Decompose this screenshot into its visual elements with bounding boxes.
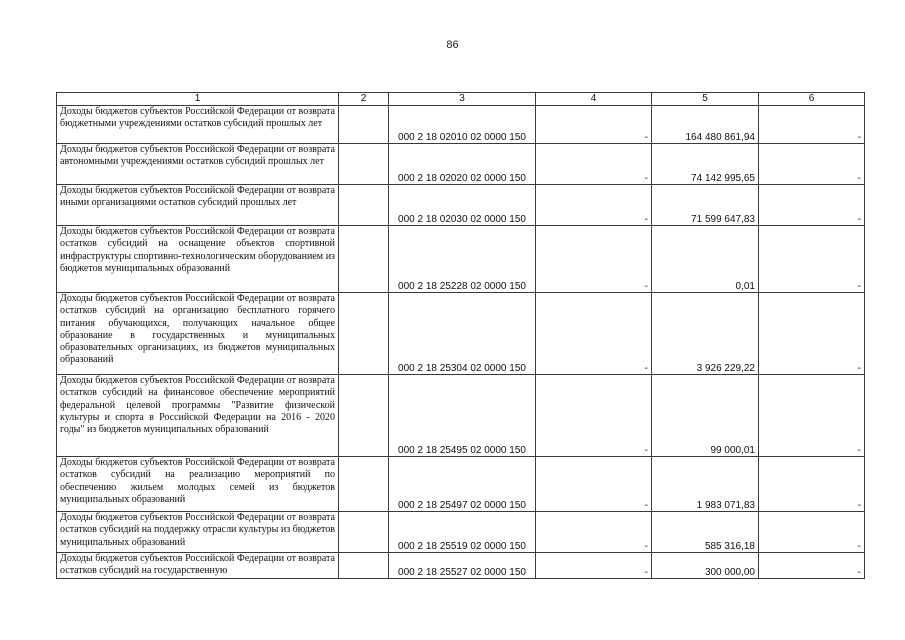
row-description: Доходы бюджетов субъектов Российской Федерации от возврата иными организациями остатков субсидий прошлых лет (57, 185, 339, 226)
table-row (57, 553, 865, 579)
row-amount: 71 599 647,83 (652, 185, 759, 226)
row-code: 000 2 18 25497 02 0000 150 (389, 457, 536, 512)
row-code: 000 2 18 25519 02 0000 150 (389, 512, 536, 553)
row-code: 000 2 18 02010 02 0000 150 (389, 106, 536, 144)
row-col4: - (536, 457, 652, 512)
row-col4: - (536, 512, 652, 553)
row-col6: - (759, 106, 865, 144)
row-description: Доходы бюджетов субъектов Российской Федерации от возврата бюджетными учреждениями остатков субсидий прошлых лет (57, 106, 339, 144)
row-amount: 1 983 071,83 (652, 457, 759, 512)
page-number: 86 (446, 39, 459, 51)
row-amount: 0,01 (652, 226, 759, 293)
row-amount: 3 926 229,22 (652, 293, 759, 375)
table-row (57, 293, 865, 375)
table-row (57, 457, 865, 512)
table-row (57, 185, 865, 226)
row-col4: - (536, 185, 652, 226)
row-col2 (339, 375, 389, 457)
row-description: Доходы бюджетов субъектов Российской Федерации от возврата остатков субсидий на поддержку отрасли культуры из бюджетов муниципальных образований (57, 512, 339, 553)
row-col2 (339, 293, 389, 375)
row-col4: - (536, 375, 652, 457)
row-col4: - (536, 553, 652, 579)
row-description: Доходы бюджетов субъектов Российской Федерации от возврата остатков субсидий на оснащение объектов спортивной инфраструктуры спортивно-технологическим оборудованием из бюджетов муниципальных образований (57, 226, 339, 293)
row-amount: 99 000,01 (652, 375, 759, 457)
column-header-5: 5 (652, 93, 759, 106)
row-amount: 74 142 995,65 (652, 144, 759, 185)
row-code: 000 2 18 25228 02 0000 150 (389, 226, 536, 293)
row-amount: 585 316,18 (652, 512, 759, 553)
row-col2 (339, 144, 389, 185)
row-description: Доходы бюджетов субъектов Российской Федерации от возврата автономными учреждениями остатков субсидий прошлых лет (57, 144, 339, 185)
table-row (57, 512, 865, 553)
table-row (57, 106, 865, 144)
row-col2 (339, 106, 389, 144)
column-header-4: 4 (536, 93, 652, 106)
row-code: 000 2 18 02020 02 0000 150 (389, 144, 536, 185)
row-description: Доходы бюджетов субъектов Российской Федерации от возврата остатков субсидий на организацию бесплатного горячего питания обучающихся, получающих начальное общее образование в государственных и муниципальных образовательных организациях, из бюджетов муниципальных образований (57, 293, 339, 375)
row-code: 000 2 18 25495 02 0000 150 (389, 375, 536, 457)
row-col2 (339, 226, 389, 293)
row-col4: - (536, 226, 652, 293)
row-col6: - (759, 226, 865, 293)
row-amount: 164 480 861,94 (652, 106, 759, 144)
row-col2 (339, 185, 389, 226)
column-header-2: 2 (339, 93, 389, 106)
row-col6: - (759, 375, 865, 457)
revenue-table (56, 92, 865, 579)
row-code: 000 2 18 25304 02 0000 150 (389, 293, 536, 375)
row-amount: 300 000,00 (652, 553, 759, 579)
header-row (57, 93, 865, 106)
row-col6: - (759, 512, 865, 553)
row-col4: - (536, 293, 652, 375)
row-col6: - (759, 293, 865, 375)
column-header-6: 6 (759, 93, 865, 106)
row-col2 (339, 457, 389, 512)
row-description: Доходы бюджетов субъектов Российской Федерации от возврата остатков субсидий на реализацию мероприятий по обеспечению жильем молодых семей из бюджетов муниципальных образований (57, 457, 339, 512)
table-row (57, 375, 865, 457)
row-col6: - (759, 553, 865, 579)
column-header-1: 1 (57, 93, 339, 106)
row-col2 (339, 553, 389, 579)
row-col6: - (759, 185, 865, 226)
row-code: 000 2 18 25527 02 0000 150 (389, 553, 536, 579)
row-description: Доходы бюджетов субъектов Российской Федерации от возврата остатков субсидий на государственную (57, 553, 339, 579)
table-row (57, 226, 865, 293)
row-code: 000 2 18 02030 02 0000 150 (389, 185, 536, 226)
column-header-3: 3 (389, 93, 536, 106)
row-col6: - (759, 144, 865, 185)
row-col4: - (536, 106, 652, 144)
row-col2 (339, 512, 389, 553)
row-col4: - (536, 144, 652, 185)
row-description: Доходы бюджетов субъектов Российской Федерации от возврата остатков субсидий на финансовое обеспечение мероприятий федеральной целевой программы "Развитие физической культуры и спорта в Российской Федерации на 2016 - 2020 годы" из бюджетов муниципальных образований (57, 375, 339, 457)
row-col6: - (759, 457, 865, 512)
table-row (57, 144, 865, 185)
